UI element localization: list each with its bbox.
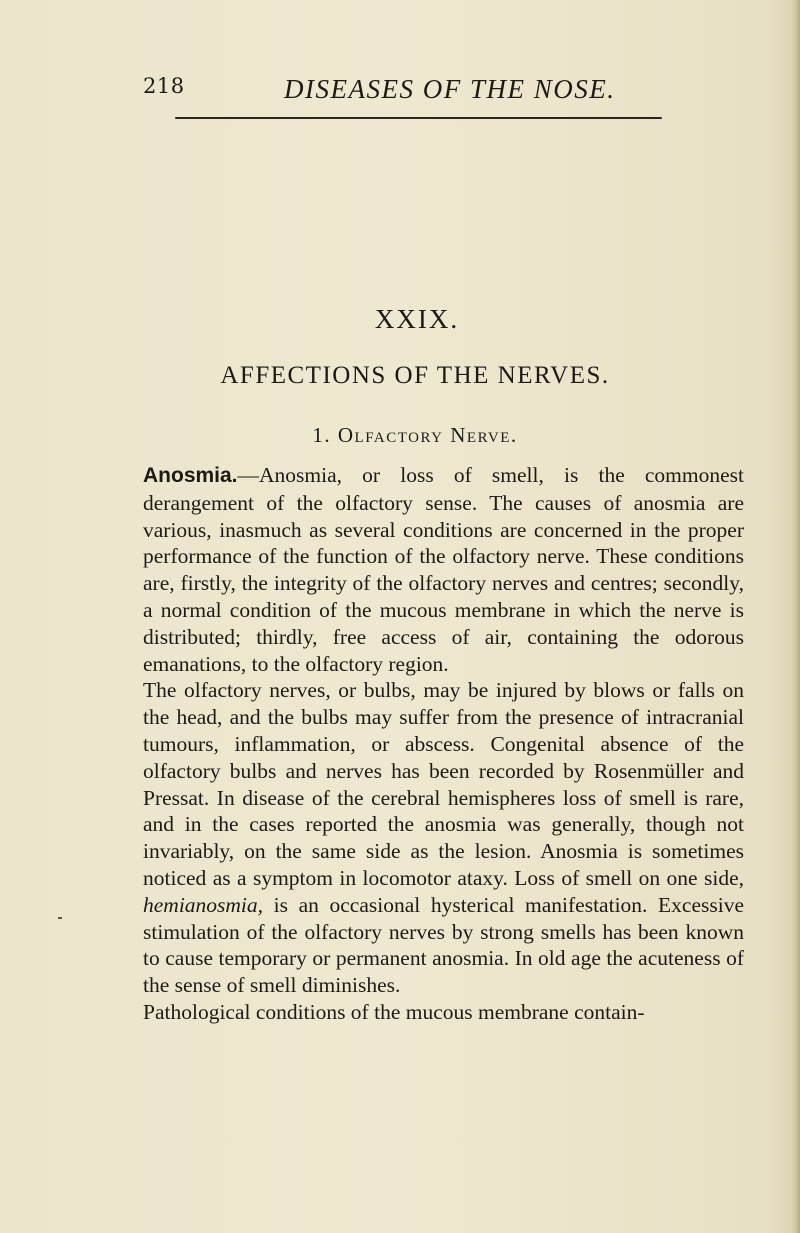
- page-header: [143, 74, 663, 118]
- paragraph-pathological: [143, 999, 744, 1026]
- chapter-number: XXIX.: [374, 304, 460, 334]
- body-text: [143, 462, 744, 1026]
- page-edge-shadow: [792, 0, 800, 1233]
- section-heading: 1. Olfactory Nerve.: [312, 423, 518, 447]
- paragraph-text: The olfactory nerves, or bulbs, may be injured by blows or falls on the head, and the bulbs may suffer from the presence of intracranial tumours, inflammation, or abscess. Congenital absence of the olfactory bulbs and nerves has been recorded by Rosenmüller and Pressat. In disease of the cerebral hemispheres loss of smell is rare, and in the cases reported the anosmia was generally, though not invariably, on the same side as the lesion. Anosmia is sometimes noticed as a symptom in locomotor ataxy. Loss of smell on one side,: [143, 678, 744, 890]
- margin-mark: [58, 917, 62, 919]
- paragraph-causes: [143, 677, 744, 999]
- running-head: DISEASES OF THE NOSE.: [284, 74, 616, 104]
- italic-term: hemianosmia,: [143, 892, 264, 917]
- chapter-title: AFFECTIONS OF THE NERVES.: [220, 362, 610, 389]
- paragraph-text: —Anosmia, or loss of smell, is the commonest derangement of the olfactory sense. The causes of anosmia are various, inasmuch as several conditions are concerned in the proper performance of the function of the olfactory nerve. These conditions are, firstly, the integrity of the olfactory nerves and centres; secondly, a normal condition of the mucous membrane in which the nerve is distributed; thirdly, free access of air, containing the odorous emanations, to the olfactory region.: [143, 463, 744, 676]
- header-rule: [175, 117, 662, 119]
- page-number: 218: [143, 74, 185, 98]
- paragraph-lead: Anosmia.: [143, 464, 238, 487]
- paragraph-text: is an occasional hysterical manifestation. Excessive stimulation of the olfactory nerves by strong smells has been known to cause temporary or permanent anosmia. In old age the acuteness of the sense of smell diminishes.: [143, 892, 744, 998]
- paragraph-text: Pathological conditions of the mucous membrane contain-: [143, 999, 645, 1024]
- paragraph-anosmia: [143, 462, 744, 677]
